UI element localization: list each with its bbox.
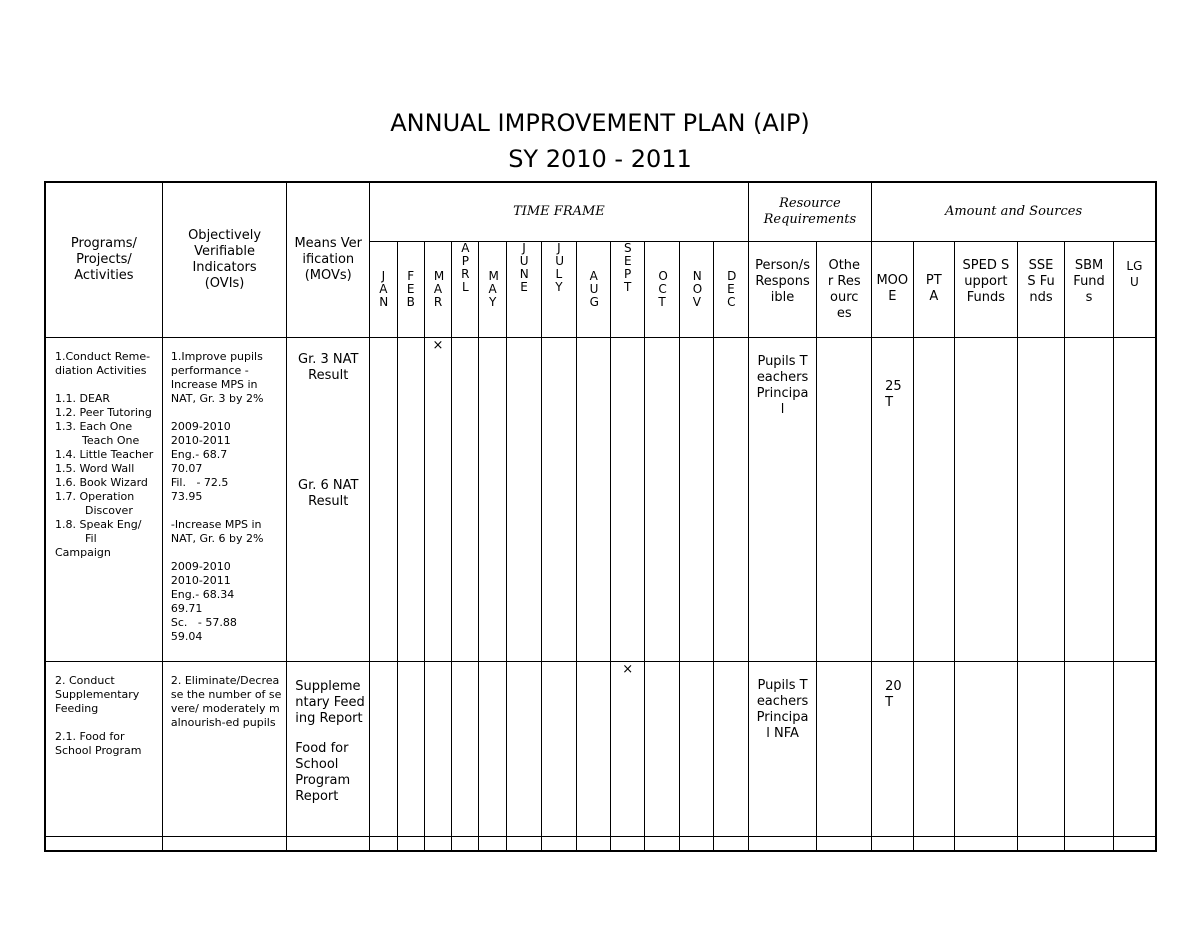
header-time-frame (370, 182, 748, 241)
aip-table (44, 181, 1157, 852)
mooe-cell (872, 661, 913, 836)
header-sped (955, 241, 1018, 337)
month-cell (452, 337, 479, 661)
month-june-label: JUNE (519, 241, 529, 294)
persons-text: Pupils Teachers Principal (756, 353, 809, 417)
header-amount-text: Amount and Sources (944, 203, 1083, 219)
header-pta (913, 241, 954, 337)
ovi-line: 70.07 (170, 461, 203, 475)
month-cell (576, 337, 610, 661)
ovi-line: Eng.- 68.7 (170, 447, 228, 461)
ovi-line: 2010-2011 (170, 433, 231, 447)
ovi-line: 69.71 (170, 601, 203, 615)
month-may-label: MAY (488, 268, 499, 309)
header-resource-requirements (748, 182, 871, 241)
month-cell (679, 661, 713, 836)
month-july-label: JULY (555, 241, 564, 294)
list-item: Teach One (82, 433, 140, 447)
mov-cell (287, 337, 370, 661)
mov-text: Gr. 6 NAT Result (298, 477, 359, 509)
list-item: Campaign (55, 545, 111, 559)
header-time-frame-text: TIME FRAME (513, 203, 605, 219)
month-sept (610, 241, 644, 337)
ovi-cell (162, 661, 286, 836)
ovi-line: 2009-2010 (170, 419, 231, 433)
table-row (45, 836, 1156, 851)
header-amount-sources (872, 182, 1156, 241)
other-resources-cell (817, 661, 872, 836)
ovi-line: 2010-2011 (170, 573, 231, 587)
month-cell (452, 661, 479, 836)
program-cell (45, 337, 162, 661)
month-jan-label: JAN (379, 268, 389, 309)
month-cell (576, 661, 610, 836)
month-may (479, 241, 506, 337)
month-aug (576, 241, 610, 337)
month-aug-label: AUG (589, 268, 599, 309)
sped-cell (955, 661, 1018, 836)
month-dec (714, 241, 749, 337)
month-cell (714, 661, 749, 836)
persons-cell (748, 337, 817, 661)
lgu-cell (1113, 337, 1156, 661)
document-title: ANNUAL IMPROVEMENT PLAN (AIP) (390, 109, 810, 137)
month-cell (479, 337, 506, 661)
month-oct (645, 241, 679, 337)
mov-text: Food for School Program Report (295, 740, 351, 804)
list-item: 1.2. Peer Tutoring (55, 405, 152, 419)
ovi-line: 2009-2010 (170, 559, 231, 573)
header-mooe-text: MOOE (876, 273, 909, 304)
month-june (506, 241, 541, 337)
month-dec-label: DEC (727, 268, 737, 309)
month-sept-label: SEPT (623, 241, 632, 294)
schedule-mark: × (622, 661, 634, 677)
header-programs (45, 182, 162, 337)
header-ovis (162, 182, 286, 337)
month-feb-label: FEB (406, 268, 415, 309)
list-item: 1.4. Little Teacher (55, 447, 154, 461)
pta-cell (913, 337, 954, 661)
header-sses-text: SSES Funds (1027, 257, 1055, 305)
list-item: 1.5. Word Wall (55, 461, 135, 475)
month-cell (397, 661, 424, 836)
month-aprl (452, 241, 479, 337)
month-cell (714, 337, 749, 661)
month-jan (370, 241, 397, 337)
header-resource-text: Resource Requirements (763, 195, 857, 227)
month-cell (506, 661, 541, 836)
mov-cell (287, 661, 370, 836)
ovi-line: 73.95 (170, 489, 203, 503)
document-subtitle: SY 2010 - 2011 (508, 145, 692, 173)
program-title: 2. Conduct Supplementary Feeding (55, 673, 140, 715)
month-nov-label: NOV (692, 268, 703, 309)
list-item: 1.8. Speak Eng/ (55, 517, 142, 531)
header-lgu (1113, 241, 1156, 337)
pta-cell (913, 661, 954, 836)
sbm-cell (1065, 337, 1114, 661)
month-cell (370, 661, 397, 836)
header-persons-responsible (748, 241, 817, 337)
mov-text: Gr. 3 NAT Result (298, 351, 359, 383)
header-sbm-text: SBM Funds (1073, 257, 1105, 305)
month-cell (610, 337, 644, 661)
month-cell-sept (610, 661, 644, 836)
persons-text: Pupils Teachers Principal NFA (756, 677, 809, 741)
month-cell (397, 337, 424, 661)
header-movs-text: Means Verification (MOVs) (294, 235, 363, 283)
header-mooe (872, 241, 913, 337)
header-other-text: Other Resources (827, 257, 861, 321)
month-oct-label: OCT (658, 268, 668, 309)
month-aprl-label: APRL (461, 241, 470, 294)
program-cell (45, 661, 162, 836)
ovi-cell (162, 337, 286, 661)
list-item: 1.1. DEAR (55, 391, 111, 405)
mooe-amount: 20 T (885, 678, 902, 710)
month-cell (506, 337, 541, 661)
month-cell (645, 337, 679, 661)
month-nov (679, 241, 713, 337)
month-cell (424, 661, 451, 836)
header-sped-text: SPED Support Funds (962, 257, 1010, 305)
schedule-mark: × (432, 337, 444, 353)
month-mar-label: MAR (433, 268, 445, 309)
lgu-cell (1113, 661, 1156, 836)
ovi-line: Sc. - 57.88 (170, 615, 237, 629)
header-movs (287, 182, 370, 337)
header-sbm (1065, 241, 1114, 337)
header-ovis-text: Objectively Verifiable Indicators (OVIs) (188, 227, 262, 291)
mov-text: Supplementary Feeding Report (295, 678, 365, 726)
header-other-resources (817, 241, 872, 337)
header-persons-text: Person/s Responsible (755, 257, 810, 305)
month-cell (370, 337, 397, 661)
list-item: Fil (85, 531, 97, 545)
mooe-amount: 25 T (885, 378, 902, 410)
month-cell-mar (424, 337, 451, 661)
ovi-text: -Increase MPS in NAT, Gr. 6 by 2% (170, 517, 264, 545)
list-item: 1.3. Each One (55, 419, 133, 433)
header-lgu-text: LGU (1126, 258, 1143, 289)
list-item: 1.6. Book Wizard (55, 475, 148, 489)
ovi-text: 1.Improve pupils performance -Increase MPS in NAT, Gr. 3 by 2% (170, 349, 264, 405)
month-cell (679, 337, 713, 661)
list-item: Discover (85, 503, 133, 517)
table-row (45, 337, 1156, 661)
ovi-line: Eng.- 68.34 (170, 587, 235, 601)
month-cell (479, 661, 506, 836)
header-programs-text: Programs/ Projects/ Activities (70, 235, 137, 283)
month-mar (424, 241, 451, 337)
ovi-text: 2. Eliminate/Decrease the number of severe/ moderately malnourish-ed pupils (170, 673, 282, 729)
month-july (542, 241, 576, 337)
sped-cell (955, 337, 1018, 661)
persons-cell (748, 661, 817, 836)
mooe-cell (872, 337, 913, 661)
header-sses (1017, 241, 1065, 337)
month-feb (397, 241, 424, 337)
ovi-line: Fil. - 72.5 (170, 475, 229, 489)
header-pta-text: PTA (925, 273, 942, 304)
sbm-cell (1065, 661, 1114, 836)
month-cell (542, 661, 576, 836)
program-title: 1.Conduct Reme-diation Activities (55, 349, 151, 377)
month-cell (542, 337, 576, 661)
ovi-line: 59.04 (170, 629, 203, 643)
table-row (45, 661, 1156, 836)
list-item: 2.1. Food for School Program (55, 729, 142, 757)
list-item: 1.7. Operation (55, 489, 135, 503)
other-resources-cell (817, 337, 872, 661)
sses-cell (1017, 661, 1065, 836)
month-cell (645, 661, 679, 836)
sses-cell (1017, 337, 1065, 661)
